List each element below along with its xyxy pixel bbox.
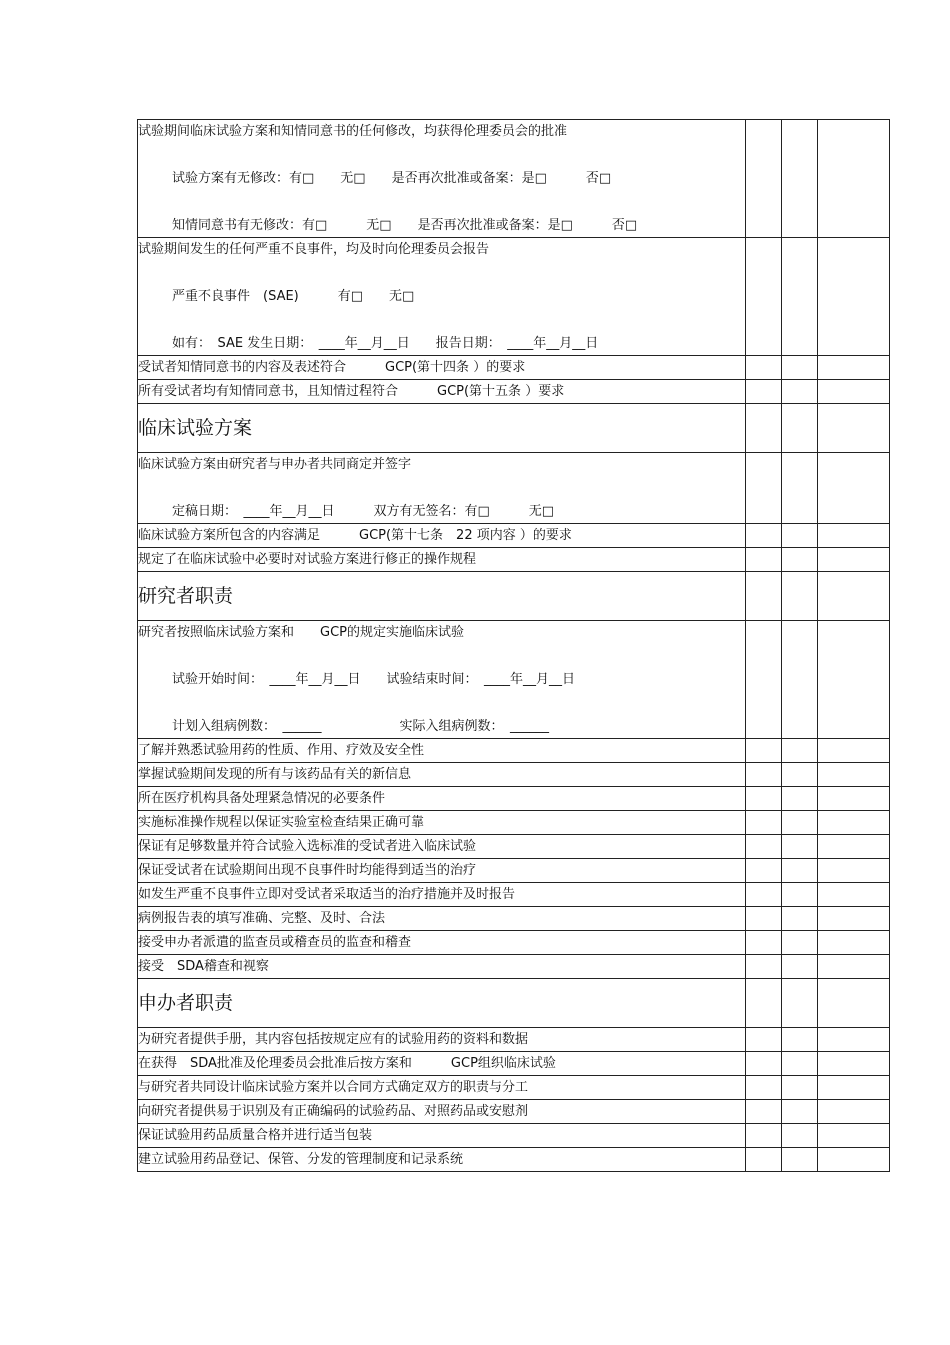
item-block xyxy=(138,120,746,238)
item-line: 受试者知情同意书的内容及表述符合 GCP(第十四条 ）的要求 xyxy=(138,360,526,375)
check-cell-1[interactable] xyxy=(746,1052,782,1076)
section-title: 申办者职责 xyxy=(138,979,746,1028)
check-cell-3[interactable] xyxy=(818,572,890,621)
item-text xyxy=(138,1124,746,1148)
item-text xyxy=(138,1148,746,1172)
check-cell-2[interactable] xyxy=(782,859,818,883)
item-detail-line: 定稿日期： ____年__月__日 双方有无签名：有□ 无□ xyxy=(172,504,555,519)
check-cell-2[interactable] xyxy=(782,621,818,739)
checklist-row xyxy=(138,453,890,524)
item-line: 接受 SDA稽查和视察 xyxy=(138,959,269,974)
check-cell-3[interactable] xyxy=(818,835,890,859)
check-cell-2[interactable] xyxy=(782,453,818,524)
check-cell-1[interactable] xyxy=(746,931,782,955)
check-cell-3[interactable] xyxy=(818,1100,890,1124)
check-cell-1[interactable] xyxy=(746,356,782,380)
item-line: 保证试验用药品质量合格并进行适当包装 xyxy=(138,1128,373,1143)
section-heading-row xyxy=(138,979,890,1028)
check-cell-3[interactable] xyxy=(818,1148,890,1172)
item-line: 接受申办者派遣的监查员或稽查员的监查和稽查 xyxy=(138,935,412,950)
item-text xyxy=(138,931,746,955)
item-text xyxy=(138,739,746,763)
item-line: 掌握试验期间发现的所有与该药品有关的新信息 xyxy=(138,767,412,782)
check-cell-3[interactable] xyxy=(818,883,890,907)
check-cell-1[interactable] xyxy=(746,739,782,763)
check-cell-1[interactable] xyxy=(746,859,782,883)
check-cell-3[interactable] xyxy=(818,548,890,572)
check-cell-3[interactable] xyxy=(818,453,890,524)
check-cell-3[interactable] xyxy=(818,811,890,835)
item-line: 研究者按照临床试验方案和 GCP的规定实施临床试验 xyxy=(138,625,464,640)
checklist-row xyxy=(138,811,890,835)
check-cell-1[interactable] xyxy=(746,453,782,524)
check-cell-2[interactable] xyxy=(782,739,818,763)
item-detail-line: 严重不良事件 (SAE) 有□ 无□ xyxy=(172,289,415,304)
section-title: 临床试验方案 xyxy=(138,404,746,453)
check-cell-2[interactable] xyxy=(782,1028,818,1052)
check-cell-2[interactable] xyxy=(782,931,818,955)
check-cell-2[interactable] xyxy=(782,883,818,907)
check-cell-2[interactable] xyxy=(782,356,818,380)
item-text xyxy=(138,1100,746,1124)
check-cell-3[interactable] xyxy=(818,955,890,979)
check-cell-3[interactable] xyxy=(818,1124,890,1148)
checklist-row xyxy=(138,548,890,572)
check-cell-1[interactable] xyxy=(746,763,782,787)
section-heading-row xyxy=(138,572,890,621)
check-cell-2[interactable] xyxy=(782,811,818,835)
checklist-row xyxy=(138,907,890,931)
check-cell-1[interactable] xyxy=(746,907,782,931)
item-line: 所有受试者均有知情同意书，且知情过程符合 GCP(第十五条 ）要求 xyxy=(138,384,565,399)
item-text xyxy=(138,907,746,931)
check-cell-2[interactable] xyxy=(782,955,818,979)
check-cell-2[interactable] xyxy=(782,979,818,1028)
item-line: 保证有足够数量并符合试验入选标准的受试者进入临床试验 xyxy=(138,839,477,854)
item-text xyxy=(138,787,746,811)
check-cell-1[interactable] xyxy=(746,811,782,835)
check-cell-2[interactable] xyxy=(782,238,818,356)
item-detail-line: 知情同意书有无修改：有□ 无□ 是否再次批准或备案：是□ 否□ xyxy=(172,218,638,233)
check-cell-1[interactable] xyxy=(746,548,782,572)
item-line: 试验期间发生的任何严重不良事件，均及时向伦理委员会报告 xyxy=(138,242,490,257)
check-cell-2[interactable] xyxy=(782,524,818,548)
checklist-row xyxy=(138,1148,890,1172)
check-cell-1[interactable] xyxy=(746,787,782,811)
check-cell-3[interactable] xyxy=(818,739,890,763)
check-cell-3[interactable] xyxy=(818,621,890,739)
item-text xyxy=(138,380,746,404)
check-cell-2[interactable] xyxy=(782,548,818,572)
checklist-row xyxy=(138,1028,890,1052)
checklist-row xyxy=(138,1100,890,1124)
check-cell-2[interactable] xyxy=(782,1124,818,1148)
check-cell-1[interactable] xyxy=(746,380,782,404)
check-cell-3[interactable] xyxy=(818,380,890,404)
check-cell-1[interactable] xyxy=(746,524,782,548)
item-text xyxy=(138,763,746,787)
checklist-row xyxy=(138,883,890,907)
checklist-row xyxy=(138,120,890,238)
check-cell-2[interactable] xyxy=(782,1052,818,1076)
check-cell-3[interactable] xyxy=(818,787,890,811)
item-text xyxy=(138,955,746,979)
item-block xyxy=(138,238,746,356)
checklist-row xyxy=(138,859,890,883)
check-cell-2[interactable] xyxy=(782,404,818,453)
check-cell-3[interactable] xyxy=(818,763,890,787)
check-cell-2[interactable] xyxy=(782,763,818,787)
item-text xyxy=(138,859,746,883)
check-cell-1[interactable] xyxy=(746,404,782,453)
check-cell-3[interactable] xyxy=(818,907,890,931)
item-line: 病例报告表的填写准确、完整、及时、合法 xyxy=(138,911,386,926)
item-text xyxy=(138,883,746,907)
check-cell-2[interactable] xyxy=(782,380,818,404)
section-heading-row xyxy=(138,404,890,453)
check-cell-2[interactable] xyxy=(782,907,818,931)
section-title: 研究者职责 xyxy=(138,572,746,621)
item-line: 保证受试者在试验期间出现不良事件时均能得到适当的治疗 xyxy=(138,863,477,878)
item-detail-line: 如有： SAE 发生日期： ____年__月__日 报告日期： ____年__月__日 xyxy=(172,336,599,351)
item-text xyxy=(138,1052,746,1076)
checklist-row xyxy=(138,1124,890,1148)
check-cell-3[interactable] xyxy=(818,356,890,380)
check-cell-2[interactable] xyxy=(782,572,818,621)
item-line: 规定了在临床试验中必要时对试验方案进行修正的操作规程 xyxy=(138,552,477,567)
check-cell-3[interactable] xyxy=(818,1052,890,1076)
item-line: 所在医疗机构具备处理紧急情况的必要条件 xyxy=(138,791,386,806)
check-cell-1[interactable] xyxy=(746,120,782,238)
item-line: 向研究者提供易于识别及有正确编码的试验药品、对照药品或安慰剂 xyxy=(138,1104,529,1119)
item-text xyxy=(138,524,746,548)
item-text xyxy=(138,356,746,380)
review-checklist-table xyxy=(137,119,890,1172)
check-cell-3[interactable] xyxy=(818,238,890,356)
check-cell-1[interactable] xyxy=(746,1124,782,1148)
checklist-row xyxy=(138,763,890,787)
item-line: 临床试验方案由研究者与申办者共同商定并签字 xyxy=(138,457,412,472)
checklist-row xyxy=(138,380,890,404)
item-line: 与研究者共同设计临床试验方案并以合同方式确定双方的职责与分工 xyxy=(138,1080,529,1095)
item-block xyxy=(138,621,746,739)
item-text xyxy=(138,811,746,835)
item-text xyxy=(138,1028,746,1052)
checklist-row xyxy=(138,356,890,380)
check-cell-3[interactable] xyxy=(818,931,890,955)
item-line: 了解并熟悉试验用药的性质、作用、疗效及安全性 xyxy=(138,743,425,758)
check-cell-2[interactable] xyxy=(782,1100,818,1124)
item-block xyxy=(138,453,746,524)
check-cell-2[interactable] xyxy=(782,1076,818,1100)
check-cell-3[interactable] xyxy=(818,979,890,1028)
check-cell-3[interactable] xyxy=(818,120,890,238)
checklist-row xyxy=(138,931,890,955)
check-cell-3[interactable] xyxy=(818,1028,890,1052)
item-line: 在获得 SDA批准及伦理委员会批准后按方案和 GCP组织临床试验 xyxy=(138,1056,556,1071)
check-cell-1[interactable] xyxy=(746,1148,782,1172)
checklist-row xyxy=(138,739,890,763)
check-cell-3[interactable] xyxy=(818,524,890,548)
check-cell-1[interactable] xyxy=(746,883,782,907)
check-cell-3[interactable] xyxy=(818,859,890,883)
item-text xyxy=(138,1076,746,1100)
check-cell-1[interactable] xyxy=(746,238,782,356)
check-cell-2[interactable] xyxy=(782,835,818,859)
check-cell-1[interactable] xyxy=(746,1028,782,1052)
check-cell-1[interactable] xyxy=(746,572,782,621)
checklist-row xyxy=(138,955,890,979)
checklist-row xyxy=(138,787,890,811)
checklist-row xyxy=(138,238,890,356)
item-line: 临床试验方案所包含的内容满足 GCP(第十七条 22 项内容 ）的要求 xyxy=(138,528,572,543)
item-text xyxy=(138,548,746,572)
item-text xyxy=(138,835,746,859)
checklist-row xyxy=(138,621,890,739)
item-detail-line: 试验开始时间： ____年__月__日 试验结束时间： ____年__月__日 xyxy=(172,672,576,687)
checklist-row xyxy=(138,1052,890,1076)
check-cell-3[interactable] xyxy=(818,404,890,453)
check-cell-1[interactable] xyxy=(746,955,782,979)
checklist-row xyxy=(138,524,890,548)
check-cell-1[interactable] xyxy=(746,621,782,739)
check-cell-1[interactable] xyxy=(746,1100,782,1124)
check-cell-2[interactable] xyxy=(782,787,818,811)
item-line: 建立试验用药品登记、保管、分发的管理制度和记录系统 xyxy=(138,1152,464,1167)
check-cell-1[interactable] xyxy=(746,979,782,1028)
check-cell-1[interactable] xyxy=(746,835,782,859)
item-line: 如发生严重不良事件立即对受试者采取适当的治疗措施并及时报告 xyxy=(138,887,516,902)
item-detail-line: 计划入组病例数： ______ 实际入组病例数： ______ xyxy=(172,719,550,734)
item-line: 为研究者提供手册，其内容包括按规定应有的试验用药的资料和数据 xyxy=(138,1032,529,1047)
checklist-row xyxy=(138,1076,890,1100)
item-line: 实施标准操作规程以保证实验室检查结果正确可靠 xyxy=(138,815,425,830)
check-cell-2[interactable] xyxy=(782,1148,818,1172)
item-detail-line: 试验方案有无修改：有□ 无□ 是否再次批准或备案：是□ 否□ xyxy=(172,171,612,186)
check-cell-1[interactable] xyxy=(746,1076,782,1100)
check-cell-3[interactable] xyxy=(818,1076,890,1100)
check-cell-2[interactable] xyxy=(782,120,818,238)
item-line: 试验期间临床试验方案和知情同意书的任何修改，均获得伦理委员会的批准 xyxy=(138,124,568,139)
checklist-row xyxy=(138,835,890,859)
